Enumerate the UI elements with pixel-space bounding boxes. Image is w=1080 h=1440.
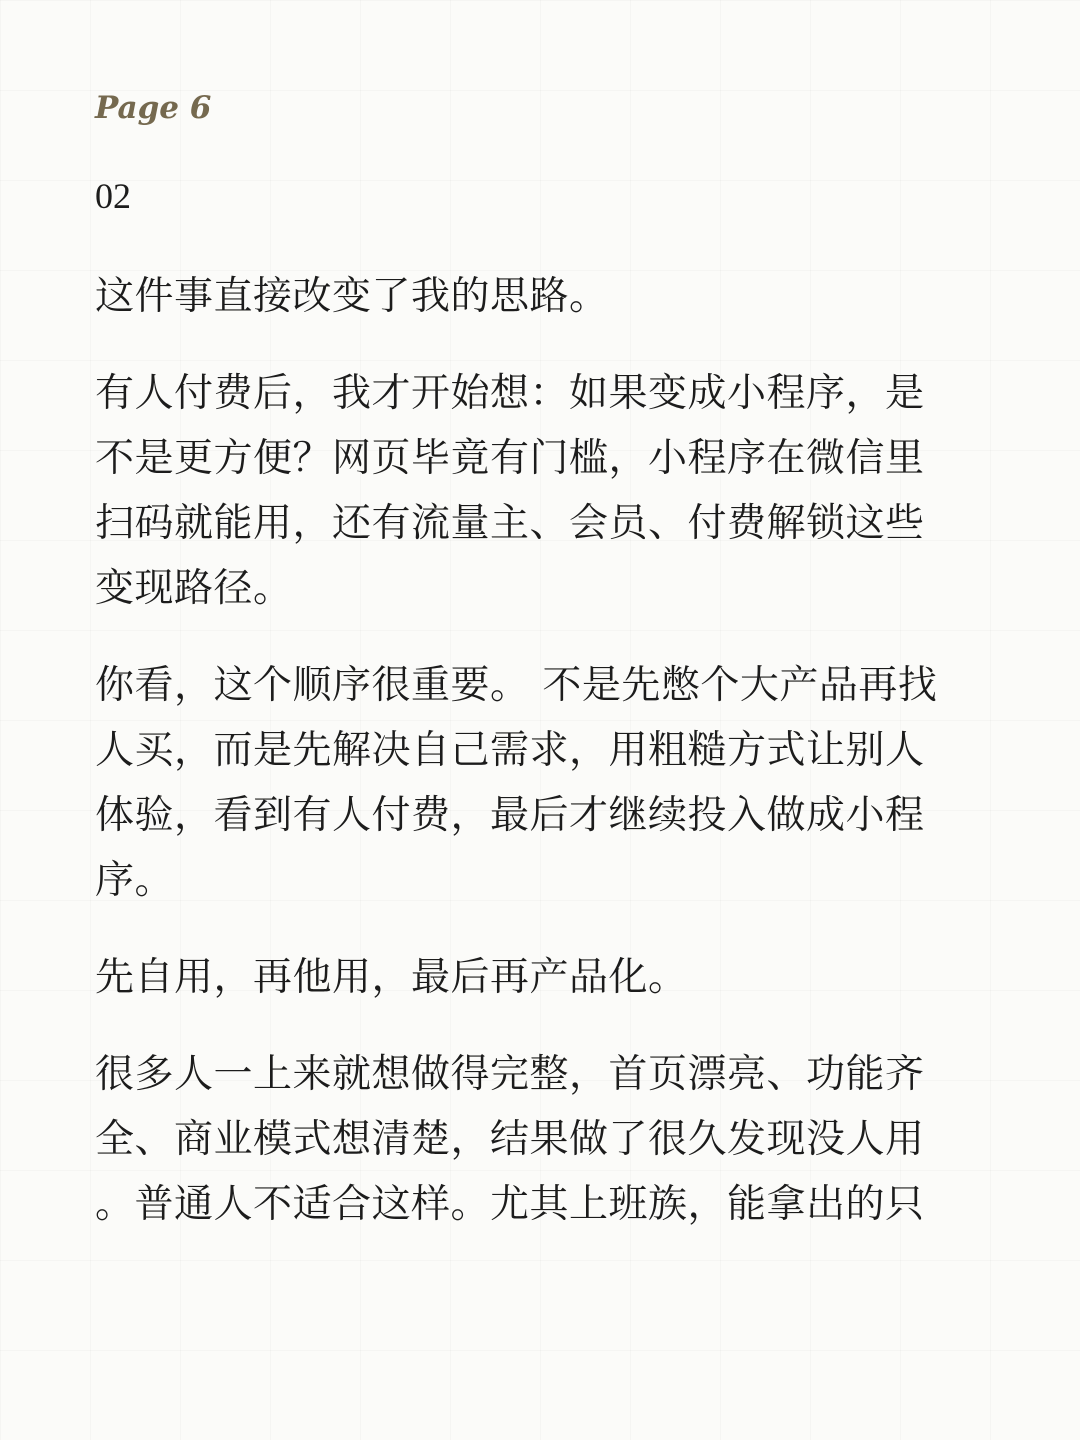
paragraph-1 xyxy=(95,264,975,329)
text-line: 。普通人不适合这样。尤其上班族，能拿出的只 xyxy=(95,1182,925,1227)
text-line: 有人付费后，我才开始想：如果变成小程序，是 xyxy=(95,371,925,416)
text-line: 人买，而是先解决自己需求，用粗糙方式让别人 xyxy=(95,728,925,773)
page-label: Page 6 xyxy=(95,90,212,126)
text-line: 扫码就能用，还有流量主、会员、付费解锁这些 xyxy=(95,501,925,546)
paragraph-2 xyxy=(95,361,975,621)
text-line: 体验，看到有人付费，最后才继续投入做成小程 xyxy=(95,793,925,838)
paragraph-5 xyxy=(95,1042,975,1237)
article-body xyxy=(95,264,975,1269)
text-line: 这件事直接改变了我的思路。 xyxy=(95,274,609,319)
section-number: 02 xyxy=(95,176,131,216)
text-line: 先自用，再他用，最后再产品化。 xyxy=(95,955,688,1000)
paragraph-3 xyxy=(95,653,975,913)
text-line: 序。 xyxy=(95,858,175,903)
text-line: 很多人一上来就想做得完整，首页漂亮、功能齐 xyxy=(95,1052,925,1097)
text-line: 你看，这个顺序很重要。 不是先憋个大产品再找 xyxy=(95,663,938,708)
text-line: 变现路径。 xyxy=(95,566,293,611)
paragraph-4 xyxy=(95,945,975,1010)
text-line: 不是更方便？网页毕竟有门槛，小程序在微信里 xyxy=(95,436,925,481)
text-line: 全、商业模式想清楚，结果做了很久发现没人用 xyxy=(95,1117,925,1162)
